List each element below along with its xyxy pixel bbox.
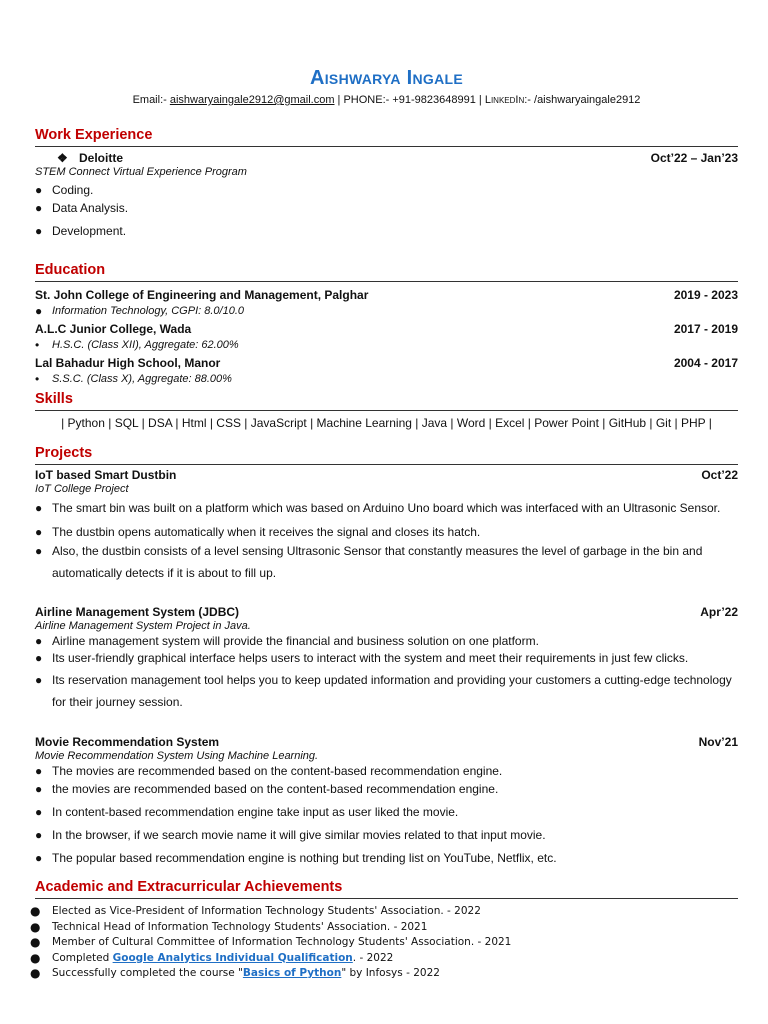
achievements-section-title: Academic and Extracurricular Achievements [35, 878, 738, 899]
work-dates: Oct’22 – Jan’23 [650, 151, 738, 165]
project-date: Apr’22 [700, 605, 738, 619]
school-name: A.L.C Junior College, Wada [35, 322, 192, 336]
achievement-item: ● Completed Google Analytics Individual Qualification. - 2022 [30, 950, 394, 965]
bullet-icon: ● [35, 224, 43, 238]
work-item: ● Development. [35, 224, 127, 238]
bullet-icon: ● [30, 950, 41, 965]
bullet-icon: ● [35, 851, 43, 865]
education-row [35, 288, 738, 303]
linkedin-label: LinkedIn [484, 94, 525, 106]
education-row [35, 322, 738, 337]
skills-list: | Python | SQL | DSA | Html | CSS | JavaScript | Machine Learning | Java | Word | Excel | Power Point | GitHub | Git | PHP | [61, 416, 712, 430]
project-name: Airline Management System (JDBC) [35, 605, 240, 619]
achievements-list [30, 904, 738, 982]
project-point: ● The smart bin was built on a platform which was based on Arduino Uno board which was interfaced with an Ultrasonic Sensor. [35, 497, 738, 519]
resume [30, 64, 738, 982]
project-point: ● In content-based recommendation engine take input as user liked the movie. [35, 805, 459, 819]
bullet-icon: ● [35, 651, 43, 665]
project-point: ● Its user-friendly graphical interface helps users to interact with the system and meet their requirements in just few clicks. [35, 651, 689, 665]
bullet-icon: ● [35, 782, 43, 796]
education-row [35, 356, 738, 371]
project-point: ● In the browser, if we search movie name it will give similar movies related to that input movie. [35, 828, 546, 842]
education-section-title: Education [35, 261, 738, 282]
project-row [35, 735, 738, 750]
bullet-icon: ● [35, 304, 43, 318]
bullet-icon: ● [30, 904, 41, 918]
contact-line [35, 93, 738, 107]
project-row [35, 468, 738, 483]
bullet-icon: ● [30, 966, 41, 980]
basics-of-python-link[interactable]: Basics of Python [242, 967, 342, 979]
project-name: Movie Recommendation System [35, 735, 220, 749]
email-label: Email:- [132, 94, 170, 106]
work-item: ● Data Analysis. [35, 201, 129, 215]
project-subtitle: Airline Management System Project in Java. [35, 620, 251, 632]
project-point: ● The dustbin opens automatically when it receives the signal and closes its hatch. [35, 525, 481, 539]
school-years: 2004 - 2017 [673, 356, 738, 370]
bullet-icon: ● [35, 805, 43, 819]
projects-section-title: Projects [35, 444, 738, 465]
work-item: ● Coding. [35, 183, 94, 197]
project-name: IoT based Smart Dustbin [35, 468, 177, 482]
project-date: Oct’22 [701, 468, 738, 482]
project-point: ● the movies are recommended based on the content-based recommendation engine. [35, 782, 499, 796]
bullet-icon: ● [35, 764, 43, 778]
school-name: Lal Bahadur High School, Manor [35, 356, 221, 370]
project-point: ● Also, the dustbin consists of a level sensing Ultrasonic Sensor that constantly measures the level of garbage in the bin and automatically detects if it is about to fill up. [35, 540, 738, 584]
education-detail: ● Information Technology, CGPI: 8.0/10.0 [35, 304, 245, 318]
project-point: ● The movies are recommended based on the content-based recommendation engine. [35, 764, 503, 778]
project-point: ● Its reservation management tool helps you to keep updated information and providing your customers a cutting-edge technology for their journey session. [35, 669, 738, 713]
bullet-icon: ● [35, 525, 43, 539]
bullet-icon: ● [35, 544, 43, 558]
bullet-icon: ● [35, 201, 43, 215]
email-link[interactable]: aishwaryaingale2912@gmail.com [169, 94, 335, 106]
bullet-icon: ● [35, 501, 43, 515]
candidate-name: Aishwarya Ingale [310, 67, 463, 89]
skills-section-title: Skills [35, 390, 738, 411]
bullet-icon: ● [30, 935, 41, 949]
bullet-icon: ● [35, 634, 43, 648]
phone-text: | PHONE:- +91-9823648991 | [334, 94, 485, 106]
project-date: Nov’21 [698, 735, 738, 749]
linkedin-value: :- /aishwaryaingale2912 [524, 94, 641, 106]
work-program: STEM Connect Virtual Experience Program [35, 166, 247, 178]
work-org: Deloitte [79, 151, 124, 165]
bullet-icon: ● [35, 183, 43, 197]
school-years: 2019 - 2023 [673, 288, 738, 302]
bullet-icon: ● [35, 828, 43, 842]
project-point: ● The popular based recommendation engine is nothing but trending list on YouTube, Netflix, etc. [35, 851, 557, 865]
project-subtitle: Movie Recommendation System Using Machine Learning. [35, 750, 319, 762]
project-row [35, 605, 738, 620]
school-years: 2017 - 2019 [673, 322, 738, 336]
bullet-icon: • [35, 338, 40, 352]
bullet-icon: ● [35, 673, 43, 687]
education-detail: • S.S.C. (Class X), Aggregate: 88.00% [35, 372, 232, 386]
school-name: St. John College of Engineering and Management, Palghar [35, 288, 369, 302]
bullet-icon: • [35, 372, 40, 386]
achievement-item: ● Elected as Vice-President of Information Technology Students' Association. - 2022 [30, 904, 481, 918]
diamond-icon: ❖ [57, 151, 68, 165]
work-row [35, 151, 738, 166]
project-subtitle: IoT College Project [35, 483, 129, 495]
education-detail: • H.S.C. (Class XII), Aggregate: 62.00% [35, 338, 239, 352]
work-section-title: Work Experience [35, 126, 738, 147]
achievement-item: ● Successfully completed the course "Basics of Python" by Infosys - 2022 [30, 966, 440, 980]
achievement-item: ● Member of Cultural Committee of Information Technology Students' Association. - 2021 [30, 935, 512, 949]
project-point: ● Airline management system will provide the financial and business solution on one platform. [35, 634, 539, 648]
google-analytics-link[interactable]: Google Analytics Individual Qualification [112, 951, 353, 964]
achievement-item: ● Technical Head of Information Technology Students' Association. - 2021 [30, 919, 428, 934]
bullet-icon: ● [30, 919, 41, 934]
